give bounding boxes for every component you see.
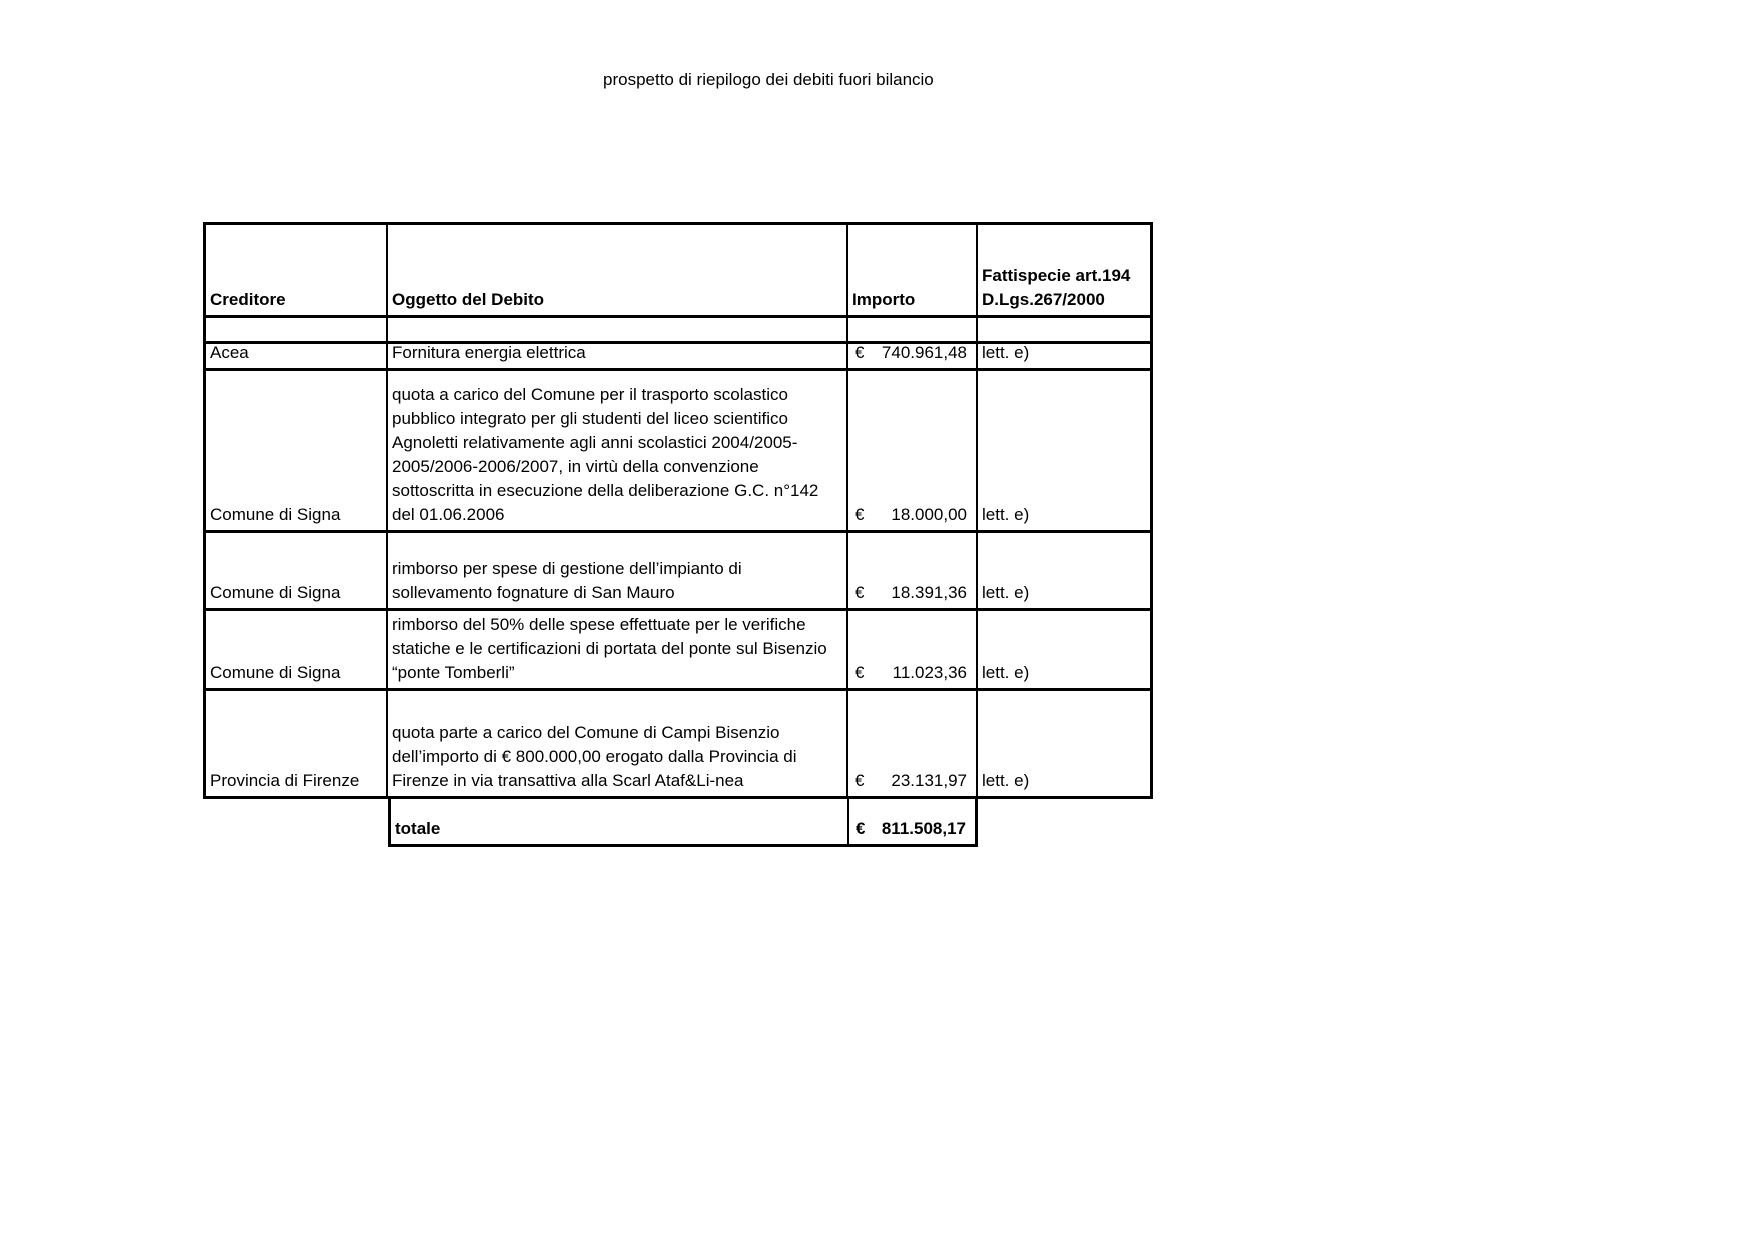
header-creditore: Creditore (206, 225, 388, 315)
oggetto-cell: Fornitura energia elettrica (388, 344, 848, 368)
importo-cell (848, 371, 978, 530)
importo-cell (848, 611, 978, 688)
header-fattispecie-line2: D.Lgs.267/2000 (982, 290, 1105, 309)
creditore-cell: Provincia di Firenze (206, 691, 388, 796)
oggetto-cell: quota a carico del Comune per il trasporto scolastico pubblico integrato per gli studenti del liceo scientifico Agnoletti relativamente agli anni scolastici 2004/2005-2005/2006-2006/2007, in virtù della convenzione sottoscritta in esecuzione della deliberazione G.C. n°142 del 01.06.2006 (388, 371, 848, 530)
header-oggetto: Oggetto del Debito (388, 225, 848, 315)
currency-symbol: € (855, 663, 865, 682)
table-row-signa-fognature (206, 533, 1150, 611)
total-importo-value: 811.508,17 (881, 819, 966, 838)
header-fattispecie-line1: Fattispecie art.194 (982, 266, 1131, 285)
table-header-row (206, 225, 1150, 318)
importo-cell (848, 344, 978, 368)
fattispecie-cell: lett. e) (982, 771, 1030, 790)
header-importo: Importo (848, 225, 978, 315)
currency-symbol: € (855, 344, 865, 362)
importo-cell (848, 533, 978, 608)
importo-value: 23.131,97 (891, 771, 967, 790)
importo-value: 18.391,36 (891, 583, 967, 602)
oggetto-cell: rimborso del 50% delle spese effettuate per le verifiche statiche e le certificazioni di portata del ponte sul Bisenzio “ponte Tomberli” (388, 611, 848, 688)
oggetto-cell: rimborso per spese di gestione dell’impianto di sollevamento fognature di San Mauro (388, 533, 848, 608)
table-row-signa-ponte (206, 611, 1150, 691)
currency-symbol: € (855, 771, 865, 790)
fattispecie-cell: lett. e) (982, 505, 1030, 524)
importo-value: 11.023,36 (892, 663, 967, 682)
creditore-cell: Acea (206, 344, 388, 368)
spacer-cell (206, 318, 388, 341)
table-row-signa-trasporto (206, 371, 1150, 533)
currency-symbol: € (855, 583, 865, 602)
currency-symbol: € (855, 505, 865, 524)
total-label: totale (391, 799, 849, 844)
importo-cell (848, 691, 978, 796)
spacer-cell (978, 318, 1150, 341)
oggetto-cell: quota parte a carico del Comune di Campi Bisenzio dell’importo di € 800.000,00 erogato dalla Provincia di Firenze in via transattiva alla Scarl Ataf&Li-nea (388, 691, 848, 796)
creditore-cell: Comune di Signa (206, 611, 388, 688)
total-importo-cell (849, 799, 975, 844)
currency-symbol: € (856, 819, 866, 838)
fattispecie-cell: lett. e) (982, 663, 1030, 682)
spacer-cell (388, 318, 848, 341)
fattispecie-cell: lett. e) (982, 344, 1030, 362)
importo-value: 18.000,00 (891, 505, 967, 524)
fattispecie-cell: lett. e) (982, 583, 1030, 602)
creditore-cell: Comune di Signa (206, 533, 388, 608)
document-title: prospetto di riepilogo dei debiti fuori bilancio (603, 70, 934, 89)
total-row (388, 796, 978, 847)
spacer-row (206, 318, 1150, 344)
importo-value: 740.961,48 (881, 344, 967, 362)
debts-table (203, 222, 1153, 799)
creditore-cell: Comune di Signa (206, 371, 388, 530)
spacer-cell (848, 318, 978, 341)
header-fattispecie (978, 225, 1150, 315)
table-row-provincia (206, 691, 1150, 796)
table-row-acea (206, 344, 1150, 371)
